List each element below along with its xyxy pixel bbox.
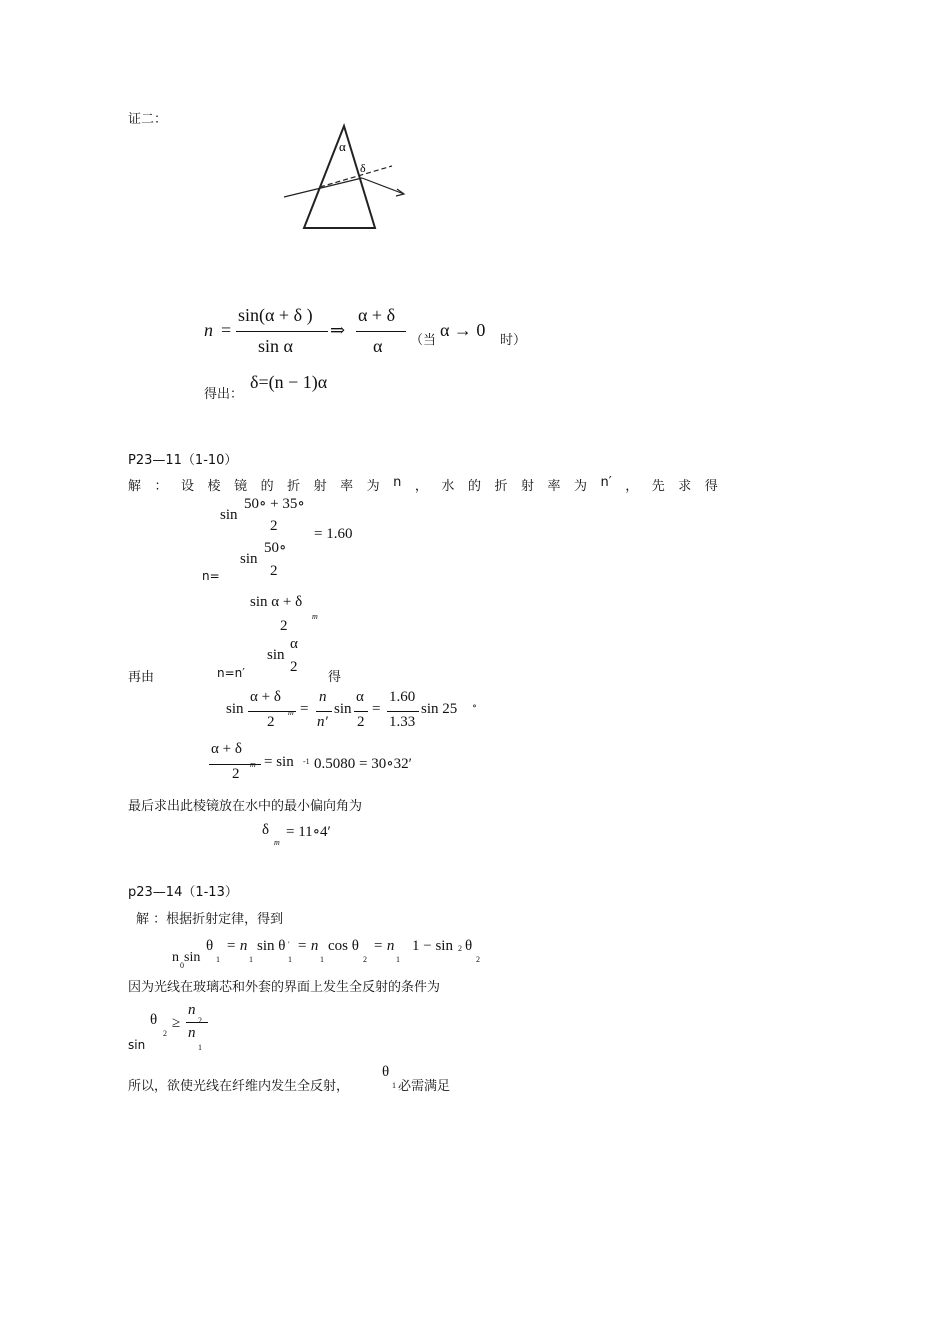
tir-text: 因为光线在玻璃芯和外套的界面上发生全反射的条件为 [128, 980, 441, 995]
f1-num-a: 50∘ + 35∘ [244, 496, 305, 512]
g2-sin: sin [128, 1038, 146, 1052]
g1-sin2: sin θ [257, 938, 286, 954]
extended-ray [320, 166, 392, 187]
g1-2b: 2 [476, 955, 480, 964]
g1-theta2: θ [465, 938, 473, 954]
g1-1e: 1 [396, 955, 400, 964]
g1-1c: 1 [288, 955, 292, 964]
g1-root: 1 − sin [412, 938, 453, 954]
f3-eq: = [300, 701, 309, 717]
eq1-lhs: n [204, 320, 213, 340]
f1-value: = 1.60 [314, 526, 353, 542]
f3-bar-4 [387, 711, 419, 712]
alpha-label: α [339, 139, 346, 154]
f1-two-a: 2 [270, 518, 278, 534]
f3-alpha: α [356, 689, 364, 705]
g1-2: 2 [363, 955, 367, 964]
f4-rest: = sin [264, 754, 294, 770]
eq1-num: sin(α + δ ) [238, 305, 313, 325]
section1-heading: P23—11（1-10） [128, 453, 238, 468]
eq1-eq: = [221, 320, 232, 340]
f5-delta: δ [262, 822, 270, 838]
eq1-den2: α [373, 336, 383, 356]
section2-intro: 解 ：根据折射定律，得到 [136, 912, 284, 927]
eq1-fraction-bar [236, 331, 328, 332]
f1-two-b: 2 [270, 563, 278, 579]
f3-m: m [288, 708, 294, 717]
n-label: n= [202, 569, 220, 583]
f5-m: m [274, 838, 280, 847]
so-text: 所以，欲使光线在纤维内发生全反射， [128, 1079, 350, 1094]
g2-den: n [188, 1025, 196, 1041]
f4-sup: -1 [303, 757, 310, 766]
f2-sin: sin [267, 647, 285, 663]
f2-alpha: α [290, 636, 298, 652]
g1-cos: cos θ [328, 938, 359, 954]
g1-eq2: = n [373, 938, 395, 954]
f2-two-b: 2 [290, 659, 298, 675]
f4-den: 2 [232, 766, 240, 782]
g1-rest: = n [226, 938, 248, 954]
f3-bar-2 [316, 711, 332, 712]
de-label: 得 [328, 670, 342, 685]
again-label: 再由 [128, 670, 155, 685]
eq1-implies: ⇒ [330, 320, 346, 340]
g2-ge: ≥ [172, 1015, 181, 1031]
final-text: 最后求出此棱镜放在水中的最小偏向角为 [128, 799, 363, 814]
so-sub: 1 [392, 1081, 396, 1090]
g2-den-sub: 1 [198, 1043, 202, 1052]
so-tail: 必需满足 [398, 1079, 451, 1094]
f3-deg: ∘ [472, 701, 477, 712]
g1-0: 0 [180, 961, 184, 970]
eq1-fraction-bar-2 [356, 331, 406, 332]
f3-num: α + δ [250, 689, 281, 705]
f5-value: = 11∘4′ [286, 824, 331, 840]
g1-sq: 2 [458, 944, 462, 953]
g2-bar [186, 1022, 208, 1023]
f3-nprime: n′ [317, 714, 328, 730]
g1-eq: = n [297, 938, 319, 954]
eq1-cond-open: （当 [410, 333, 437, 348]
f2-two: 2 [280, 618, 288, 634]
g1-1b: 1 [249, 955, 253, 964]
prism-diagram [280, 120, 410, 232]
f3-sin: sin [226, 701, 244, 717]
g2-2: 2 [163, 1029, 167, 1038]
g2-num-sub: 2 [198, 1016, 202, 1025]
f2-top: sin α + δ [250, 594, 303, 610]
f2-m: m [312, 612, 318, 621]
f1-num-b: 50∘ [264, 540, 287, 556]
emergent-ray [362, 178, 404, 194]
f4-m: m [250, 760, 256, 769]
f3-two: 2 [357, 714, 365, 730]
f4-tail: 0.5080 = 30∘32′ [314, 756, 412, 772]
g2-theta: θ [150, 1012, 158, 1028]
eq1-den: sin α [258, 336, 293, 356]
n-eq-label: n=n′ [217, 666, 245, 680]
result-expr: δ=(n − 1)α [250, 372, 328, 392]
eq1-cond-expr: α → 0 [440, 320, 486, 340]
result-label: 得出： [204, 387, 244, 402]
f3-num3: 1.60 [389, 689, 416, 705]
f3-eq2: = [372, 701, 381, 717]
g1-n0: n [172, 950, 179, 965]
so-theta: θ [382, 1064, 390, 1080]
f1-sin-b: sin [240, 551, 258, 567]
g1-1d: 1 [320, 955, 324, 964]
eq1-num2: α + δ [358, 305, 396, 325]
f3-sin2: sin [334, 701, 352, 717]
delta-label: δ [360, 161, 366, 175]
f3-bar-3 [354, 711, 368, 712]
f3-den3: 1.33 [389, 714, 416, 730]
g2-num: n [188, 1002, 196, 1018]
f3-tail: sin 25 [421, 701, 458, 717]
f4-num: α + δ [211, 741, 242, 757]
f3-den: 2 [267, 714, 275, 730]
g1-theta: θ [206, 938, 214, 954]
proof-label: 证二： [128, 112, 168, 127]
f1-sin-a: sin [220, 507, 238, 523]
g1-sin: sin [184, 950, 201, 965]
section2-heading: p23—14（1-13） [128, 885, 238, 900]
eq1-cond-close: 时） [500, 333, 527, 348]
section1-intro: 解 ： 设 棱 镜 的 折 射 率 为 n ， 水 的 折 射 率 为 n′ ， 先 求 得 [128, 475, 718, 494]
f3-n: n [319, 689, 327, 705]
g1-prime: ′ [288, 940, 290, 949]
g1-1: 1 [216, 955, 220, 964]
